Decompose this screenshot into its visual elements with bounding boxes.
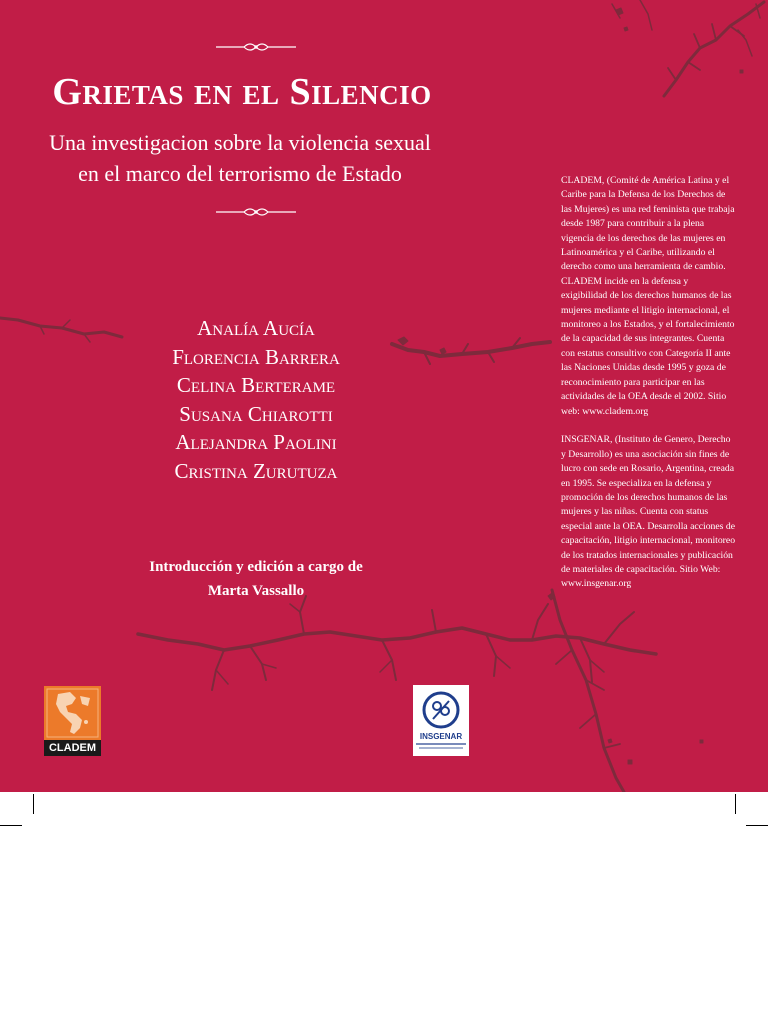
insgenar-logo-label: INSGENAR xyxy=(419,732,463,741)
credit-line: Introducción y edición a cargo de xyxy=(149,559,363,575)
author-name: Celina Berterame xyxy=(176,373,336,397)
cladem-logo xyxy=(44,686,101,756)
trim-mark xyxy=(746,825,768,826)
author-name: Florencia Barrera xyxy=(172,344,340,369)
credit-line: Marta Vassallo xyxy=(207,583,305,599)
author-name: Analía Aucía xyxy=(197,316,315,340)
subtitle-line: Una investigacion sobre la violencia sexual xyxy=(49,130,431,155)
insgenar-logo xyxy=(413,685,469,756)
book-title: Grietas en el Silencio xyxy=(52,71,432,113)
americas-map-icon xyxy=(44,686,101,740)
cladem-logo-label: CLADEM xyxy=(44,740,101,756)
trim-mark xyxy=(735,794,736,814)
book-subtitle xyxy=(0,127,480,189)
trim-mark xyxy=(0,825,22,826)
author-name: Cristina Zurutuza xyxy=(174,458,338,483)
author-name: Susana Chiarotti xyxy=(179,401,333,426)
subtitle-line: en el marco del terrorismo de Estado xyxy=(78,161,402,186)
trim-mark xyxy=(33,794,34,814)
back-cover-blurb xyxy=(561,174,736,592)
insgenar-emblem-icon xyxy=(421,689,461,731)
insgenar-tagline-mark xyxy=(419,747,463,749)
author-list xyxy=(0,314,512,485)
ornament-bottom-icon xyxy=(216,206,296,218)
author-name: Alejandra Paolini xyxy=(175,430,337,454)
insgenar-tagline-mark xyxy=(416,743,466,745)
editor-credit xyxy=(0,555,512,603)
ornament-top-icon xyxy=(216,41,296,53)
blurb-paragraph-insgenar: INSGENAR, (Instituto de Genero, Derecho y Desarrollo) es una asociación sin fines de lucro con sede en Rosario, Argentina, creada en 1995. Se especializa en la defensa y promoción de los derechos humanos de las mujeres y las niñas. Cuenta con status especial ante la OEA. Desarrolla acciones de capacitación, litigio internacional, monitoreo de los tratados internacionales y publicación de materiales de capacitación. Sitio Web: www.insgenar.org xyxy=(561,434,736,590)
blurb-paragraph-cladem: CLADEM, (Comité de América Latina y el Caribe para la Defensa de los Derechos de las Mujeres) es una red feminista que trabaja desde 1987 para contribuir a la plena vigencia de los derechos de las mujeres en Latinoamérica y el Caribe, utilizando el derecho como una herramienta de cambio. CLADEM incide en la defensa y exigibilidad de los derechos humanos de las mujeres mediante el litigio internacional, el monitoreo a los Estados, y el fortalecimiento de la capacidad de sus integrantes. Cuenta con estatus consultivo con Categoría II ante las Naciones Unidas desde 1995 y goza de reconocimiento para participar en las actividades de la OEA desde el 2002. Sitio web: www.cladem.org xyxy=(561,175,735,417)
